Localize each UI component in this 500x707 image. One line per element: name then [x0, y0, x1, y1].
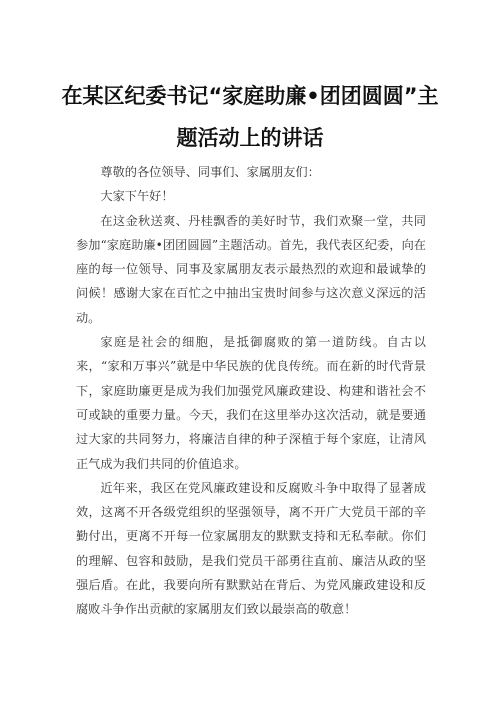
document-title-line-1: 在某区纪委书记“家庭助廉•团团圆圆”主 [61, 84, 439, 108]
paragraph-3: 近年来，我区在党风廉政建设和反腐败斗争中取得了显著成效，这离不开各级党组织的坚强领导，离不开广大党员干部的辛勤付出，更离不开每一位家属朋友的默默支持和无私奉献。你们的理解、包容和鼓励，是我们党员干部勇往直前、廉洁从政的坚强后盾。在此，我要向所有默默站在背后、为党风廉政建设和反腐败斗争作出贡献的家属朋友们致以最崇高的敬意！ [76, 480, 426, 617]
paragraph-1: 在这金秋送爽、丹桂飘香的美好时节，我们欢聚一堂，共同参加“家庭助廉•团团圆圆”主题活动。首先，我代表区纪委，向在座的每一位领导、同事及家属朋友表示最热烈的欢迎和最诚挚的问候！感谢大家在百忙之中抽出宝贵时间参与这次意义深远的活动。 [76, 213, 426, 325]
document-title-line-2: 题活动上的讲话 [176, 126, 324, 150]
salutation: 尊敬的各位领导、同事们、家属朋友们： [100, 165, 320, 179]
document-body [76, 160, 426, 622]
greeting: 大家下午好！ [100, 189, 174, 204]
paragraph-2: 家庭是社会的细胞，是抵御腐败的第一道防线。自古以来，“家和万事兴”就是中华民族的优良传统。而在新的时代背景下，家庭助廉更是成为我们加强党风廉政建设、构建和谐社会不可或缺的重要力量。今天，我们在这里举办这次活动，就是要通过大家的共同努力，将廉洁自律的种子深植于每个家庭，让清风正气成为我们共同的价值追求。 [76, 335, 426, 471]
